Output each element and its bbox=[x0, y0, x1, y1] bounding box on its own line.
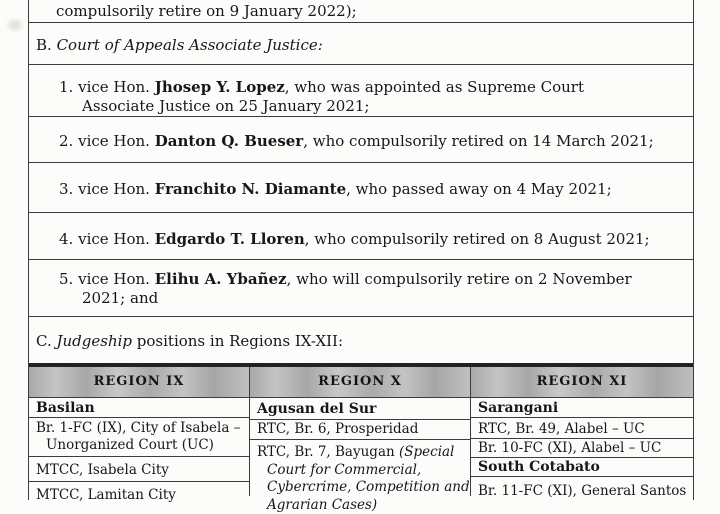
item-prefix: vice Hon. bbox=[78, 230, 150, 248]
judge-name: Jhosep Y. Lopez bbox=[155, 78, 285, 96]
court-entry-line: Unorganized Court (UC) bbox=[36, 437, 249, 454]
item-text-line2: 2021; and bbox=[82, 289, 158, 307]
court-entry bbox=[250, 440, 470, 500]
section-c-row bbox=[29, 317, 693, 363]
item-text: , who was appointed as Supreme Court bbox=[285, 78, 584, 96]
province-name: Basilan bbox=[29, 398, 249, 418]
court-entry-line: Court for Commercial, bbox=[257, 462, 470, 480]
item-number: 5. bbox=[59, 270, 73, 288]
region-ix-column bbox=[29, 367, 250, 496]
item-number: 3. bbox=[59, 180, 73, 198]
court-entry: MTCC, Lamitan City bbox=[29, 482, 249, 504]
judge-name: Franchito N. Diamante bbox=[155, 180, 346, 198]
section-c-label: C. bbox=[36, 332, 52, 350]
province-name: Sarangani bbox=[471, 398, 693, 418]
section-c-title-rest: positions in Regions IX-XII: bbox=[132, 332, 343, 350]
section-b-row bbox=[29, 23, 693, 65]
item-text: , who passed away on 4 May 2021; bbox=[346, 180, 612, 198]
vacancy-item-3 bbox=[29, 163, 693, 213]
item-number: 2. bbox=[59, 132, 73, 150]
item-prefix: vice Hon. bbox=[78, 78, 150, 96]
court-entry: Br. 10-FC (XI), Alabel – UC bbox=[471, 439, 693, 458]
region-x-column bbox=[250, 367, 471, 496]
vacancy-item-4 bbox=[29, 213, 693, 260]
court-entry-line: Br. 1-FC (IX), City of Isabela – bbox=[36, 420, 249, 437]
court-entry bbox=[29, 418, 249, 457]
scan-smudge bbox=[8, 20, 22, 30]
item-text: , who compulsorily retired on 14 March 2021; bbox=[303, 132, 653, 150]
court-entry: MTCC, Isabela City bbox=[29, 457, 249, 482]
region-x-header: REGION X bbox=[250, 367, 470, 398]
section-a-continuation-text: compulsorily retire on 9 January 2022); bbox=[56, 2, 357, 20]
region-xi-header: REGION XI bbox=[471, 367, 693, 398]
court-entry-line: Agrarian Cases) bbox=[257, 497, 470, 514]
vacancy-item-1 bbox=[29, 65, 693, 117]
vacancy-item-5 bbox=[29, 260, 693, 317]
court-entry-line: RTC, Br. 7, Bayugan (Special bbox=[257, 444, 470, 462]
item-number: 1. bbox=[59, 78, 73, 96]
judge-name: Danton Q. Bueser bbox=[155, 132, 303, 150]
court-entry-line: Cybercrime, Competition and bbox=[257, 479, 470, 497]
court-entry: Br. 11-FC (XI), General Santos bbox=[471, 477, 693, 500]
section-a-continuation-row bbox=[29, 0, 693, 23]
item-prefix: vice Hon. bbox=[78, 180, 150, 198]
province-name: Agusan del Sur bbox=[250, 398, 470, 420]
judge-name: Elihu A. Ybañez bbox=[155, 270, 287, 288]
section-c-italic-word: Judgeship bbox=[57, 332, 133, 350]
item-text-line2: Associate Justice on 25 January 2021; bbox=[82, 97, 370, 115]
vacancy-item-2 bbox=[29, 117, 693, 163]
judgeship-table bbox=[29, 363, 693, 496]
province-name: South Cotabato bbox=[471, 458, 693, 477]
item-text: , who will compulsorily retire on 2 November bbox=[287, 270, 632, 288]
item-text: , who compulsorily retired on 8 August 2021; bbox=[305, 230, 650, 248]
court-entry: RTC, Br. 49, Alabel – UC bbox=[471, 418, 693, 439]
region-xi-column bbox=[471, 367, 693, 496]
section-b-label: B. bbox=[36, 36, 52, 54]
item-prefix: vice Hon. bbox=[78, 132, 150, 150]
item-number: 4. bbox=[59, 230, 73, 248]
region-ix-header: REGION IX bbox=[29, 367, 249, 398]
judge-name: Edgardo T. Lloren bbox=[155, 230, 305, 248]
document-body bbox=[28, 0, 694, 500]
section-b-title: Court of Appeals Associate Justice: bbox=[57, 36, 323, 54]
court-entry: RTC, Br. 6, Prosperidad bbox=[250, 420, 470, 440]
item-prefix: vice Hon. bbox=[78, 270, 150, 288]
